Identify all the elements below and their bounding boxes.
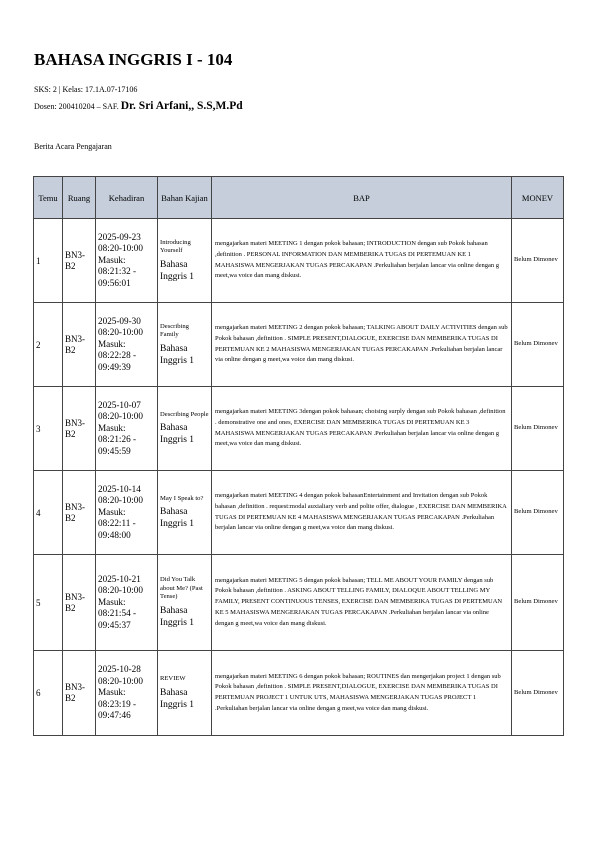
teaching-record-table <box>33 176 564 736</box>
cell-ruang: BN3-B2 <box>63 471 96 555</box>
cell-bap: mengajarkan materi MEETING 6 dengan pokok bahasan; ROUTINES dan mengerjakan project 1 dengan sub Pokok bahasan ,definition . SIMPLE PRESENT,DIALOGUE, EXERCISE DAN MEMBERIKA TUGAS DI PERTEMUAN PROJECT 1 UNTUK UTS, MAHASISWA MENGERJAKAN TUGAS PROJECT 1 .Perkuliahan berjalan lancar via online dengan g meet,wa voice dan mang diskusi. <box>212 651 512 736</box>
table-row <box>34 219 564 303</box>
col-header-temu: Temu <box>34 177 63 219</box>
topic-name: REVIEW <box>160 675 186 683</box>
cell-ruang: BN3-B2 <box>63 387 96 471</box>
topic-name: Describing People <box>160 410 209 418</box>
attendance-masuk-time: 08:21:32 - 09:56:01 <box>98 266 137 288</box>
attendance-masuk-label: Masuk: <box>98 338 126 349</box>
cell-bahan-kajian <box>158 471 212 555</box>
table-row <box>34 651 564 736</box>
cell-kehadiran <box>96 471 158 555</box>
cell-bap: mengajarkan materi MEETING 2 dengan pokok bahasan; TALKING ABOUT DAILY ACTIVITIES dengan sub Pokok bahasan ,definition . SIMPLE PRESENT,DIALOGUE, EXERCISE DAN MEMBERIKA TUGAS DI PERTEMUAN KE 2 MAHASISWA MENGERJAKAN TUGAS PERCAKAPAN .Perkuliahan berjalan lancar via online dengan g meet,wa voice dan mang diskusi. <box>212 303 512 387</box>
cell-temu: 6 <box>34 651 63 736</box>
col-header-bahan-kajian: Bahan Kajian <box>158 177 212 219</box>
attendance-masuk-time: 08:22:11 - 09:48:00 <box>98 518 136 540</box>
attendance-masuk-time: 08:23:19 - 09:47:46 <box>98 698 137 721</box>
attendance-date: 2025-09-30 <box>98 315 141 326</box>
topic-name: Introducing Yourself <box>160 238 191 254</box>
table-row <box>34 303 564 387</box>
cell-ruang: BN3-B2 <box>63 651 96 736</box>
cell-bap: mengajarkan materi MEETING 3dengan pokok bahasan; choising surply dengan sub Pokok bahasan ,definition . demonstrative one and ones, EXERCISE DAN MEMBERIKA TUGAS DI PERTEMUAN KE 3 MAHASISWA MENGERJAKAN TUGAS PERCAKAPAN .Perkuliahan berjalan lancar via online dengan g meet,wa voice dan mang diskusi. <box>212 387 512 471</box>
attendance-time: 08:20-10:00 <box>98 585 143 596</box>
cell-monev: Belum Dimonev <box>512 471 564 555</box>
attendance-masuk-label: Masuk: <box>98 506 126 517</box>
course-name: Bahasa Inggris 1 <box>160 259 195 282</box>
cell-bahan-kajian <box>158 303 212 387</box>
table-row <box>34 555 564 651</box>
attendance-time: 08:20-10:00 <box>98 243 143 254</box>
cell-monev: Belum Dimonev <box>512 219 564 303</box>
cell-bap: mengajarkan materi MEETING 5 dengan pokok bahasan; TELL ME ABOUT YOUR FAMILY dengan sub Pokok bahasan ,definition . ASKING ABOUT TELLING FAMILY, DIALOQUE ABOUT TELLING MY FAMILY, PRESENT CONTINUOUS TENSES, EXERCISE DAN MEMBERIKA TUGAS DI PERTEMUAN KE 5 MAHASISWA MENGERJAKAN TUGAS PERCAKAPAN .Perkuliahan berjalan lancar via online dengan g meet,wa voice dan mang diskusi. <box>212 555 512 651</box>
cell-monev: Belum Dimonev <box>512 303 564 387</box>
cell-bahan-kajian <box>158 555 212 651</box>
attendance-time: 08:20-10:00 <box>98 495 143 506</box>
topic-name: Did You Talk about Me? (Past Tense) <box>160 576 203 601</box>
cell-bap: mengajarkan materi MEETING 4 dengan pokok bahasanEntertainment and Invitation dengan sub Pokok bahasan ,definition . request:modal auxialiary verb and polite offer, dialogue , EXERCISE DAN MEMBERIKA TUGAS DI PERTEMUAN KE 4 MAHASISWA MENGERJAKAN TUGAS PERCAKAPAN .Perkuliahan berjalan lancar via online dengan g meet,wa voice dan mang diskusi. <box>212 471 512 555</box>
attendance-date: 2025-10-28 <box>98 664 141 675</box>
cell-kehadiran <box>96 303 158 387</box>
section-title: Berita Acara Pengajaran <box>34 142 112 151</box>
attendance-masuk-time: 08:21:26 - 09:45:59 <box>98 434 137 456</box>
lecturer-info <box>34 99 243 114</box>
cell-kehadiran <box>96 555 158 651</box>
cell-ruang: BN3-B2 <box>63 303 96 387</box>
attendance-masuk-label: Masuk: <box>98 596 126 607</box>
table-header-row <box>34 177 564 219</box>
attendance-time: 08:20-10:00 <box>98 411 143 422</box>
cell-monev: Belum Dimonev <box>512 651 564 736</box>
attendance-time: 08:20-10:00 <box>98 675 143 686</box>
col-header-monev: MONEV <box>512 177 564 219</box>
lecturer-name: Dr. Sri Arfani,, S.S,M.Pd <box>120 100 243 112</box>
page-title: BAHASA INGGRIS I - 104 <box>34 50 233 69</box>
cell-monev: Belum Dimonev <box>512 387 564 471</box>
attendance-date: 2025-10-07 <box>98 399 141 410</box>
cell-kehadiran <box>96 651 158 736</box>
topic-name: Describing Family <box>160 322 189 338</box>
course-name: Bahasa Inggris 1 <box>160 507 195 530</box>
cell-bahan-kajian <box>158 387 212 471</box>
attendance-date: 2025-10-21 <box>98 573 141 584</box>
attendance-time: 08:20-10:00 <box>98 327 143 338</box>
attendance-masuk-label: Masuk: <box>98 687 126 698</box>
cell-temu: 2 <box>34 303 63 387</box>
cell-ruang: BN3-B2 <box>63 219 96 303</box>
lecturer-id: Dosen: 200410204 – SAF. <box>34 102 119 111</box>
cell-temu: 4 <box>34 471 63 555</box>
course-info: SKS: 2 | Kelas: 17.1A.07-17106 <box>34 85 138 94</box>
table-row <box>34 387 564 471</box>
col-header-ruang: Ruang <box>63 177 96 219</box>
cell-temu: 3 <box>34 387 63 471</box>
cell-kehadiran <box>96 387 158 471</box>
cell-kehadiran <box>96 219 158 303</box>
attendance-date: 2025-09-23 <box>98 231 141 242</box>
cell-monev: Belum Dimonev <box>512 555 564 651</box>
attendance-masuk-label: Masuk: <box>98 254 126 265</box>
attendance-masuk-time: 08:22:28 - 09:49:39 <box>98 350 137 372</box>
course-name: Bahasa Inggris 1 <box>160 605 195 628</box>
table-row <box>34 471 564 555</box>
attendance-date: 2025-10-14 <box>98 483 141 494</box>
cell-bahan-kajian <box>158 651 212 736</box>
cell-ruang: BN3-B2 <box>63 555 96 651</box>
cell-temu: 1 <box>34 219 63 303</box>
cell-bahan-kajian <box>158 219 212 303</box>
course-name: Bahasa Inggris 1 <box>160 687 195 710</box>
course-name: Bahasa Inggris 1 <box>160 423 195 446</box>
attendance-masuk-time: 08:21:54 - 09:45:37 <box>98 608 137 630</box>
cell-bap: mengajarkan materi MEETING 1 dengan pokok bahasan; INTRODUCTION dengan sub Pokok bahasan ,definition . PERSONAL INFORMATION DAN MEMBERIKA TUGAS DI PERTEMUAN KE 1 MAHASISWA MENGERJAKAN TUGAS PERCAKAPAN .Perkuliahan berjalan lancar via online dengan g meet,wa voice dan mang diskusi. <box>212 219 512 303</box>
topic-name: May I Speak to? <box>160 494 204 502</box>
col-header-bap: BAP <box>212 177 512 219</box>
col-header-kehadiran: Kehadiran <box>96 177 158 219</box>
cell-temu: 5 <box>34 555 63 651</box>
attendance-masuk-label: Masuk: <box>98 422 126 433</box>
course-name: Bahasa Inggris 1 <box>160 343 195 366</box>
